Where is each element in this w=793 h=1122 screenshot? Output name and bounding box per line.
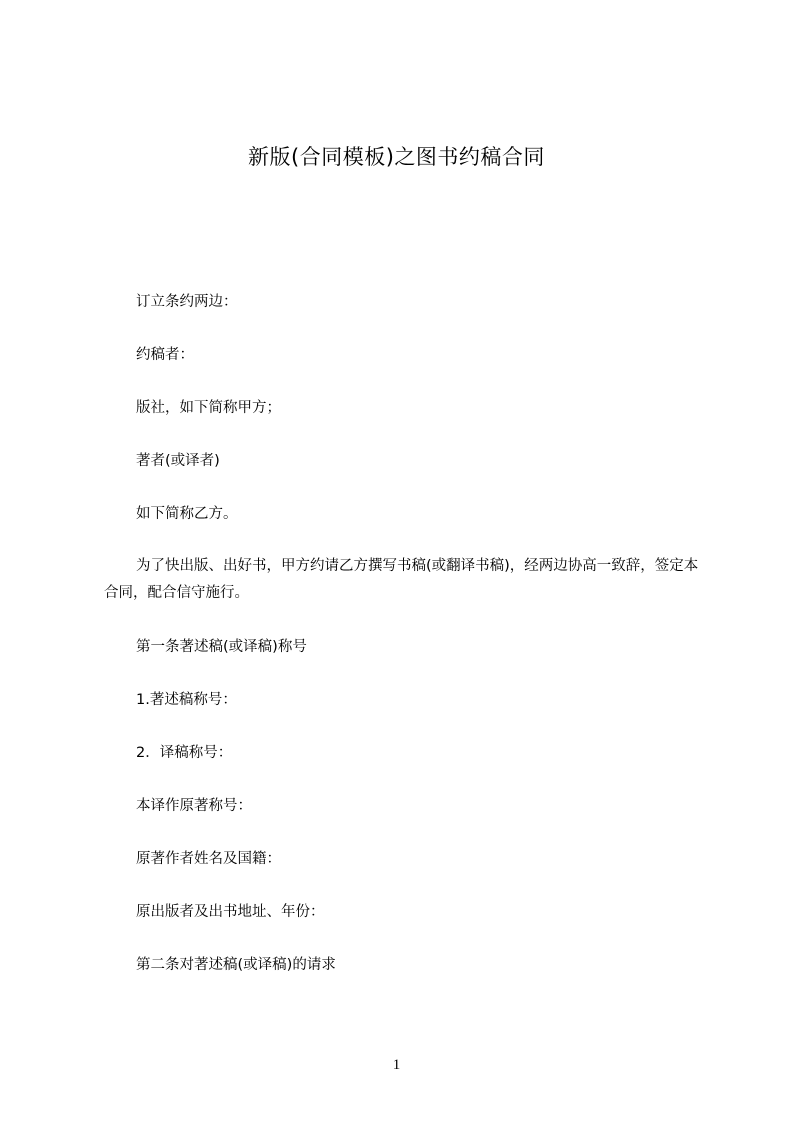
original-author-line: 原著作者姓名及国籍： bbox=[136, 851, 281, 867]
article-1-item-2: 2．译稿称号： bbox=[136, 745, 233, 761]
paragraph-party-b: 如下简称乙方。 bbox=[136, 506, 238, 522]
original-title-line: 本译作原著称号： bbox=[136, 798, 252, 814]
paragraph-purpose-text: 为了快出版、出好书，甲方约请乙方撰写书稿(或翻译书稿)，经两边协高一致辞，签定本合同，配合信守施行。 bbox=[104, 558, 699, 601]
page-number: 1 bbox=[392, 1057, 401, 1073]
article-2-heading: 第二条对著述稿(或译稿)的请求 bbox=[136, 957, 336, 973]
article-1-item-1: 1.著述稿称号： bbox=[136, 692, 237, 708]
paragraph-purpose bbox=[104, 553, 704, 607]
paragraph-author: 著者(或译者) bbox=[136, 453, 220, 469]
paragraph-party-a: 版社，如下简称甲方； bbox=[136, 400, 281, 416]
article-1-heading: 第一条著述稿(或译稿)称号 bbox=[136, 639, 307, 655]
paragraph-parties: 订立条约两边： bbox=[136, 294, 238, 310]
original-publisher-line: 原出版者及出书地址、年份： bbox=[136, 904, 325, 920]
paragraph-commissioner: 约稿者： bbox=[136, 347, 194, 363]
document-title: 新版(合同模板)之图书约稿合同 bbox=[248, 145, 545, 169]
